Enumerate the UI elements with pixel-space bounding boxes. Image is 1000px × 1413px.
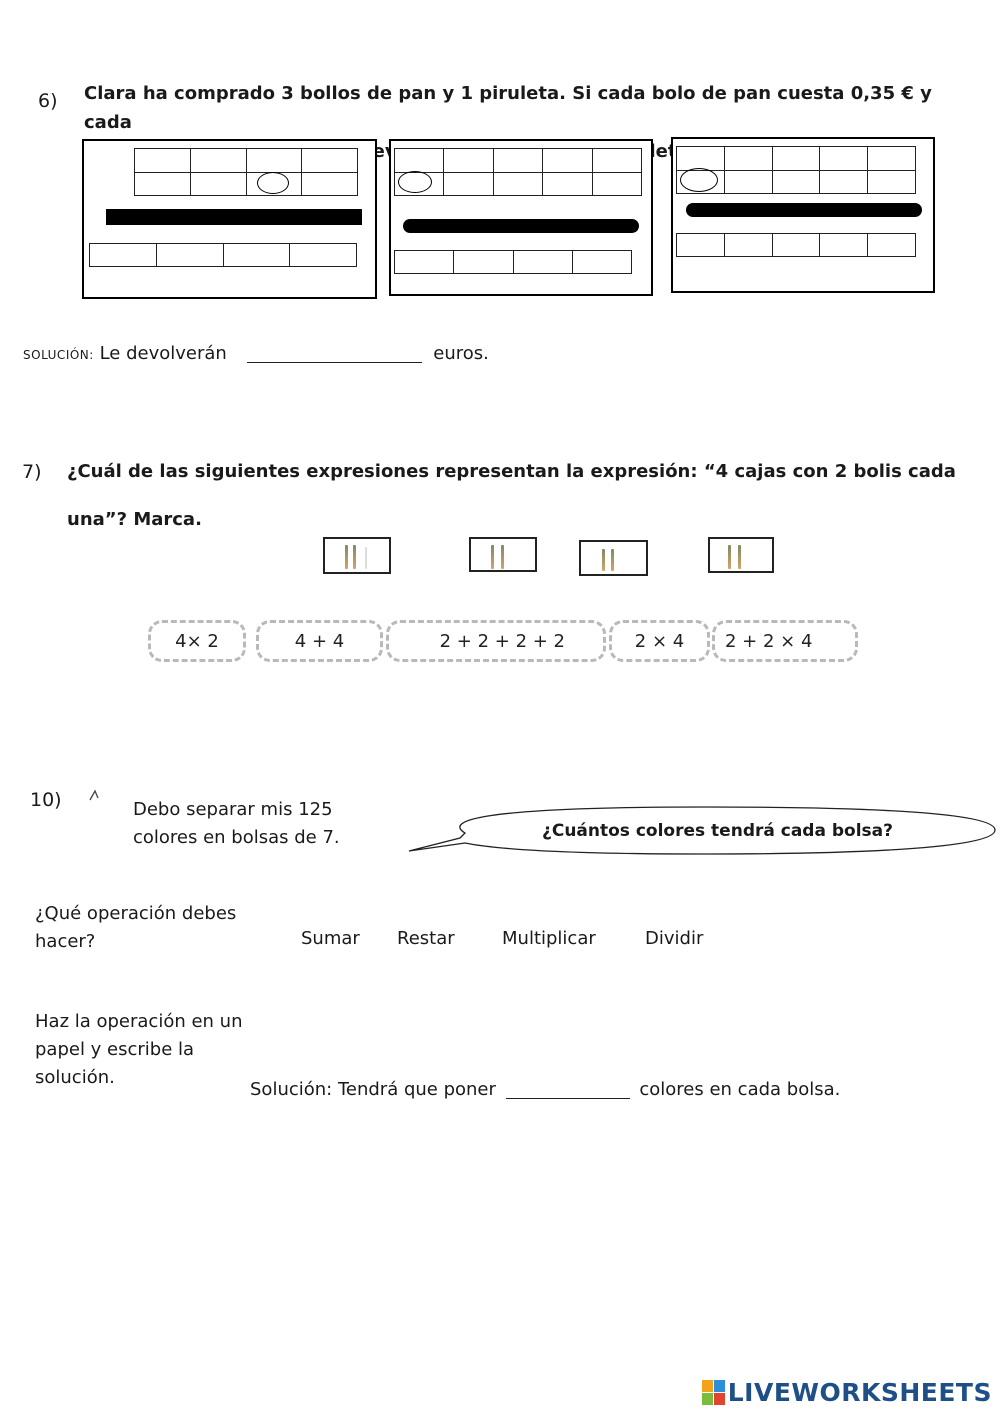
problem-6-question-line-2: billete bbox=[624, 141, 689, 162]
expression-option-1[interactable]: 4× 2 bbox=[148, 620, 246, 662]
problem-6-answer-blank[interactable] bbox=[247, 340, 422, 363]
problem-7-number: 7) bbox=[22, 461, 42, 483]
problem-10-number: 10) bbox=[30, 789, 62, 811]
pen-icon bbox=[738, 545, 741, 569]
instruction-line-2: papel y escribe la bbox=[35, 1039, 195, 1060]
box-3-black-bar bbox=[686, 203, 922, 217]
pencil-mark-icon bbox=[88, 788, 102, 802]
liveworksheets-logo-icon bbox=[702, 1380, 726, 1406]
pen-icon bbox=[611, 549, 614, 571]
operation-prompt-line-2: hacer? bbox=[35, 931, 96, 952]
problem-10-solution bbox=[250, 1076, 840, 1100]
liveworksheets-logo bbox=[702, 1378, 992, 1407]
pen-icon bbox=[345, 545, 348, 569]
pen-icon bbox=[365, 547, 367, 569]
box-3-circle bbox=[680, 168, 718, 192]
problem-10-statement bbox=[133, 796, 340, 852]
solution-text: Le devolverán bbox=[99, 343, 227, 364]
pen-icon bbox=[353, 545, 356, 569]
box-1-bottom-grid bbox=[89, 243, 357, 267]
solution-before-text: Solución: Tendrá que poner bbox=[250, 1079, 496, 1100]
pen-box-4 bbox=[708, 537, 774, 573]
problem-6-solution bbox=[23, 340, 489, 364]
worksheet-box-2 bbox=[389, 139, 653, 296]
box-1-black-bar bbox=[106, 209, 362, 225]
instruction-line-1: Haz la operación en un bbox=[35, 1011, 243, 1032]
expression-option-4[interactable]: 2 × 4 bbox=[609, 620, 710, 662]
expression-option-3[interactable]: 2 + 2 + 2 + 2 bbox=[386, 620, 606, 662]
operation-prompt-line-1: ¿Qué operación debes bbox=[35, 903, 237, 924]
problem-10-answer-blank[interactable] bbox=[506, 1076, 630, 1099]
pen-box-2 bbox=[469, 537, 537, 572]
pen-icon bbox=[728, 545, 731, 569]
logo-text: LIVEWORKSHEETS bbox=[727, 1378, 992, 1407]
pen-icon bbox=[602, 549, 605, 571]
box-2-circle bbox=[398, 171, 432, 193]
solution-unit: euros. bbox=[433, 343, 489, 364]
pen-icon bbox=[501, 545, 504, 569]
instruction bbox=[35, 1008, 243, 1092]
solution-label: SOLUCIÓN: bbox=[23, 348, 94, 362]
box-1-top-grid bbox=[134, 148, 358, 196]
instruction-line-3: solución. bbox=[35, 1067, 115, 1088]
pen-box-2-base-line bbox=[471, 570, 537, 572]
problem-7-question-line-1: ¿Cuál de las siguientes expresiones representan la expresión: “4 cajas con 2 bolis cada bbox=[67, 461, 956, 482]
box-2-black-bar bbox=[403, 219, 639, 233]
problem-6-question-line-1: Clara ha comprado 3 bollos de pan y 1 piruleta. Si cada bolo de pan cuesta 0,35 € y cada bbox=[84, 83, 932, 133]
box-2-top-grid bbox=[394, 148, 642, 196]
expression-option-5[interactable]: 2 + 2 × 4 bbox=[712, 620, 858, 662]
operation-option-sumar[interactable]: Sumar bbox=[301, 928, 360, 949]
pen-box-1 bbox=[323, 537, 391, 574]
statement-line-1: Debo separar mis 125 bbox=[133, 799, 333, 820]
box-2-bottom-grid bbox=[394, 250, 632, 274]
statement-line-2: colores en bolsas de 7. bbox=[133, 827, 340, 848]
expression-option-2[interactable]: 4 + 4 bbox=[256, 620, 383, 662]
problem-7-question-line-2: una”? Marca. bbox=[67, 509, 202, 530]
box-3-bottom-grid bbox=[676, 233, 916, 257]
operation-prompt bbox=[35, 900, 236, 956]
operation-option-dividir[interactable]: Dividir bbox=[645, 928, 704, 949]
worksheet-box-1 bbox=[82, 139, 377, 299]
operation-option-multiplicar[interactable]: Multiplicar bbox=[502, 928, 596, 949]
problem-6-number: 6) bbox=[38, 90, 58, 112]
worksheet-box-3 bbox=[671, 137, 935, 293]
speech-bubble-text: ¿Cuántos colores tendrá cada bolsa? bbox=[541, 821, 893, 841]
solution-after-text: colores en cada bolsa. bbox=[639, 1079, 841, 1100]
operation-option-restar[interactable]: Restar bbox=[397, 928, 455, 949]
box-1-circle bbox=[257, 172, 289, 194]
pen-icon bbox=[491, 545, 494, 569]
pen-box-3 bbox=[579, 540, 648, 576]
